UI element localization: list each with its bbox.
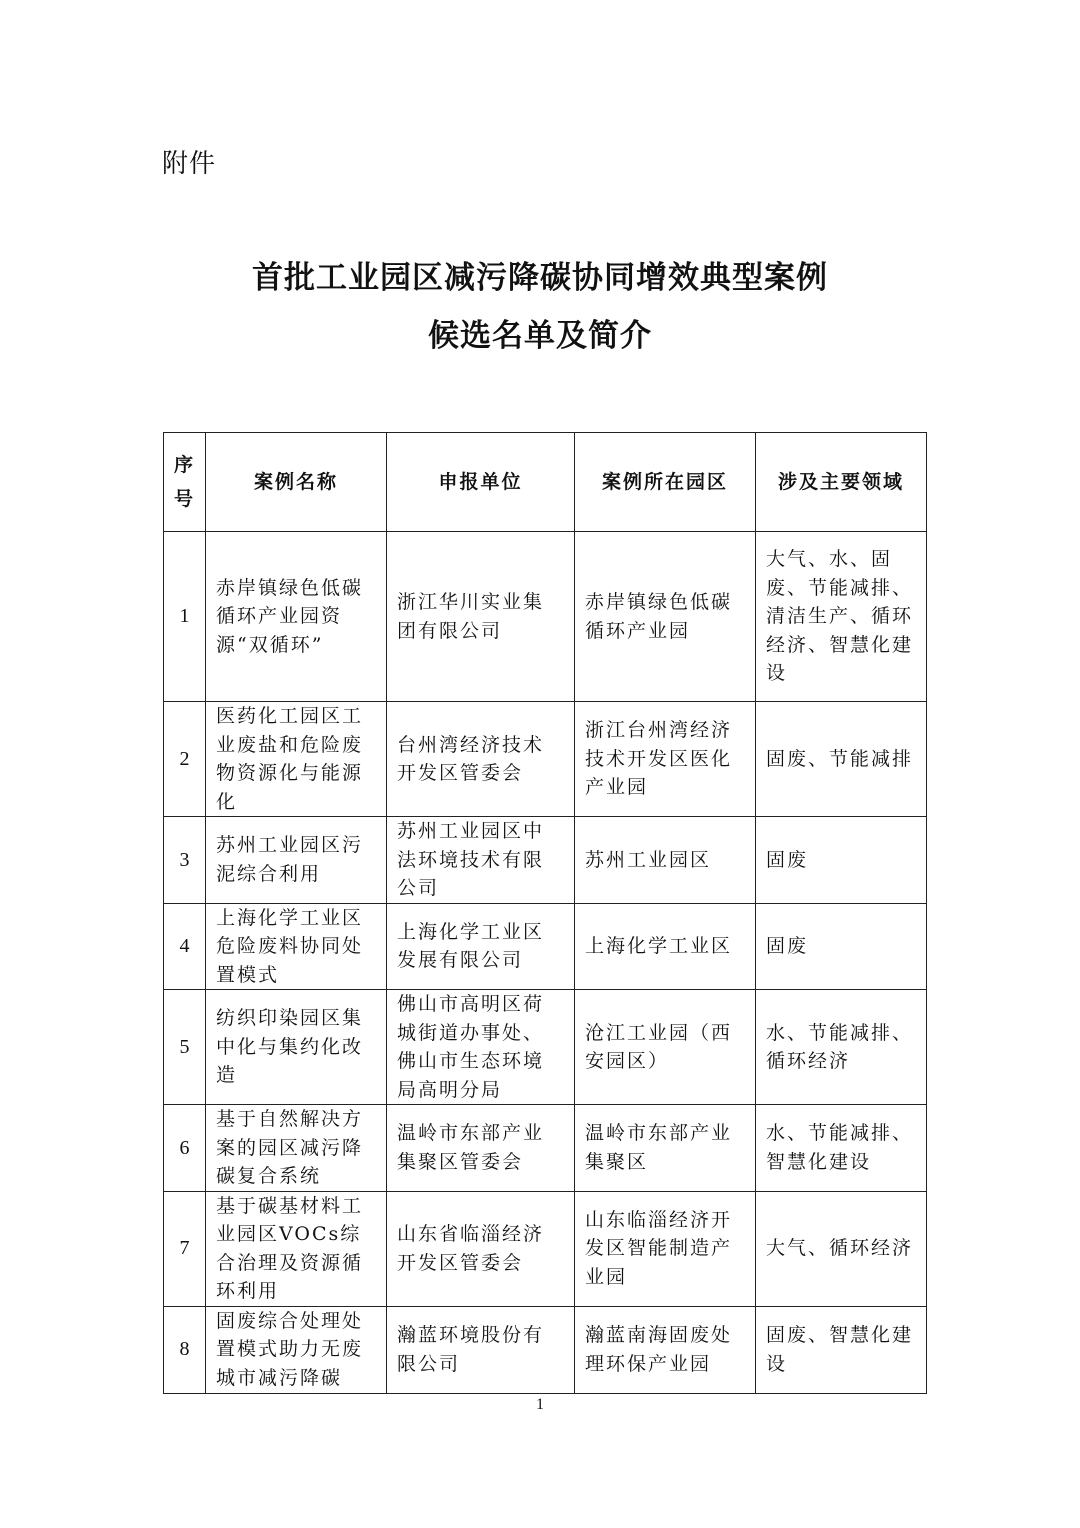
table-row <box>164 990 927 1105</box>
header-park: 案例所在园区 <box>575 433 756 532</box>
cell-park: 温岭市东部产业集聚区 <box>575 1105 756 1192</box>
cell-fields: 水、节能减排、智慧化建设 <box>756 1105 927 1192</box>
cell-fields: 固废、节能减排 <box>756 702 927 817</box>
cell-case-name: 医药化工园区工业废盐和危险废物资源化与能源化 <box>206 702 387 817</box>
case-list-table <box>163 432 927 1394</box>
cell-applicant: 浙江华川实业集团有限公司 <box>387 532 575 702</box>
cell-applicant: 山东省临淄经济开发区管委会 <box>387 1191 575 1306</box>
cell-applicant: 上海化学工业区发展有限公司 <box>387 903 575 990</box>
cell-case-name: 纺织印染园区集中化与集约化改造 <box>206 990 387 1105</box>
header-fields: 涉及主要领域 <box>756 433 927 532</box>
cell-case-name: 赤岸镇绿色低碳循环产业园资源“双循环” <box>206 532 387 702</box>
document-title-line-1: 首批工业园区减污降碳协同增效典型案例 <box>252 260 828 296</box>
table-row <box>164 1105 927 1192</box>
cell-case-name: 固废综合处理处置模式助力无废城市减污降碳 <box>206 1306 387 1393</box>
cell-seq: 8 <box>164 1306 206 1393</box>
header-seq: 序号 <box>164 433 206 532</box>
table-header-row <box>164 433 927 532</box>
cell-fields: 水、节能减排、循环经济 <box>756 990 927 1105</box>
attachment-label: 附件 <box>162 149 217 179</box>
cell-park: 沧江工业园（西安园区） <box>575 990 756 1105</box>
cell-park: 苏州工业园区 <box>575 817 756 904</box>
cell-seq: 6 <box>164 1105 206 1192</box>
cell-case-name: 上海化学工业区危险废料协同处置模式 <box>206 903 387 990</box>
cell-fields: 固废、智慧化建设 <box>756 1306 927 1393</box>
cell-seq: 5 <box>164 990 206 1105</box>
cell-applicant: 瀚蓝环境股份有限公司 <box>387 1306 575 1393</box>
header-case-name: 案例名称 <box>206 433 387 532</box>
document-title-line-2: 候选名单及简介 <box>428 318 652 354</box>
cell-park: 上海化学工业区 <box>575 903 756 990</box>
cell-fields: 大气、循环经济 <box>756 1191 927 1306</box>
cell-seq: 1 <box>164 532 206 702</box>
cell-park: 赤岸镇绿色低碳循环产业园 <box>575 532 756 702</box>
cell-applicant: 台州湾经济技术开发区管委会 <box>387 702 575 817</box>
cell-park: 瀚蓝南海固废处理环保产业园 <box>575 1306 756 1393</box>
table-row <box>164 903 927 990</box>
cell-applicant: 温岭市东部产业集聚区管委会 <box>387 1105 575 1192</box>
cell-fields: 固废 <box>756 817 927 904</box>
table-row <box>164 1306 927 1393</box>
cell-applicant: 苏州工业园区中法环境技术有限公司 <box>387 817 575 904</box>
cell-seq: 7 <box>164 1191 206 1306</box>
cell-fields: 固废 <box>756 903 927 990</box>
cell-seq: 4 <box>164 903 206 990</box>
cell-case-name: 基于碳基材料工业园区VOCs综合治理及资源循环利用 <box>206 1191 387 1306</box>
cell-seq: 2 <box>164 702 206 817</box>
header-applicant: 申报单位 <box>387 433 575 532</box>
cell-case-name: 苏州工业园区污泥综合利用 <box>206 817 387 904</box>
cell-seq: 3 <box>164 817 206 904</box>
table-row <box>164 532 927 702</box>
cell-applicant: 佛山市高明区荷城街道办事处、佛山市生态环境局高明分局 <box>387 990 575 1105</box>
cell-fields: 大气、水、固废、节能减排、清洁生产、循环经济、智慧化建设 <box>756 532 927 702</box>
table-row <box>164 1191 927 1306</box>
cell-case-name: 基于自然解决方案的园区减污降碳复合系统 <box>206 1105 387 1192</box>
cell-park: 山东临淄经济开发区智能制造产业园 <box>575 1191 756 1306</box>
page-number: 1 <box>536 1396 544 1413</box>
cell-park: 浙江台州湾经济技术开发区医化产业园 <box>575 702 756 817</box>
table-row <box>164 702 927 817</box>
table-row <box>164 817 927 904</box>
